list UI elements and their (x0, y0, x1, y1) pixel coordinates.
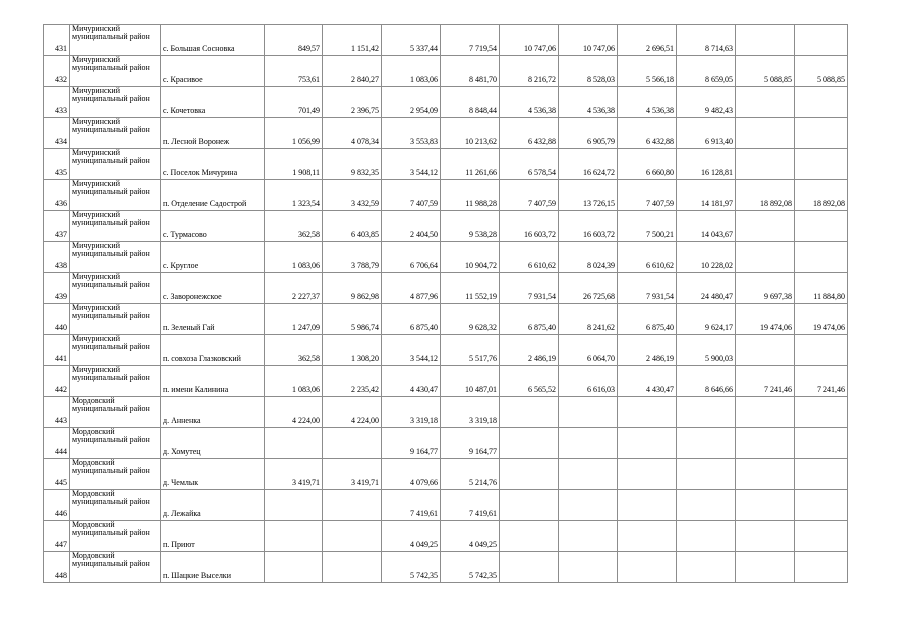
value-cell: 11 884,80 (795, 273, 848, 304)
table-row (44, 56, 848, 87)
value-cell (795, 335, 848, 366)
value-cell: 9 164,77 (441, 428, 500, 459)
value-cell: 4 224,00 (323, 397, 382, 428)
district-cell: Мордовский муниципальный район (70, 552, 161, 583)
settlement-cell: п. Лесной Воронеж (161, 118, 265, 149)
district-cell: Мичуринский муниципальный район (70, 366, 161, 397)
value-cell (795, 118, 848, 149)
value-cell (677, 459, 736, 490)
value-cell: 6 432,88 (500, 118, 559, 149)
value-cell: 1 056,99 (265, 118, 323, 149)
settlement-cell: с. Большая Сосновка (161, 25, 265, 56)
value-cell: 4 078,34 (323, 118, 382, 149)
row-number-cell: 447 (44, 521, 70, 552)
value-cell: 701,49 (265, 87, 323, 118)
settlement-cell: п. Зеленый Гай (161, 304, 265, 335)
value-cell: 16 128,81 (677, 149, 736, 180)
value-cell: 5 566,18 (618, 56, 677, 87)
value-cell (795, 149, 848, 180)
value-cell: 16 624,72 (559, 149, 618, 180)
table-row (44, 428, 848, 459)
value-cell (500, 552, 559, 583)
table-row (44, 118, 848, 149)
value-cell: 6 403,85 (323, 211, 382, 242)
value-cell (559, 397, 618, 428)
value-cell: 6 616,03 (559, 366, 618, 397)
value-cell: 2 235,42 (323, 366, 382, 397)
settlement-cell: д. Чемлык (161, 459, 265, 490)
value-cell: 7 419,61 (382, 490, 441, 521)
district-cell: Мичуринский муниципальный район (70, 211, 161, 242)
value-cell: 1 083,06 (265, 242, 323, 273)
district-cell: Мичуринский муниципальный район (70, 335, 161, 366)
value-cell: 7 241,46 (795, 366, 848, 397)
value-cell (677, 521, 736, 552)
value-cell: 2 227,37 (265, 273, 323, 304)
value-cell: 2 954,09 (382, 87, 441, 118)
value-cell: 10 747,06 (500, 25, 559, 56)
table-row (44, 304, 848, 335)
value-cell (736, 397, 795, 428)
value-cell (736, 211, 795, 242)
district-cell: Мичуринский муниципальный район (70, 87, 161, 118)
value-cell: 6 913,40 (677, 118, 736, 149)
table-row (44, 211, 848, 242)
value-cell: 4 536,38 (500, 87, 559, 118)
value-cell: 1 308,20 (323, 335, 382, 366)
value-cell: 2 404,50 (382, 211, 441, 242)
value-cell: 7 407,59 (618, 180, 677, 211)
table-row (44, 242, 848, 273)
settlement-cell: с. Поселок Мичурина (161, 149, 265, 180)
value-cell: 9 482,43 (677, 87, 736, 118)
value-cell: 6 875,40 (618, 304, 677, 335)
value-cell: 8 024,39 (559, 242, 618, 273)
value-cell (265, 552, 323, 583)
value-cell: 4 536,38 (618, 87, 677, 118)
value-cell (795, 490, 848, 521)
value-cell (677, 552, 736, 583)
value-cell (500, 459, 559, 490)
value-cell: 18 892,08 (736, 180, 795, 211)
value-cell (795, 459, 848, 490)
table-row (44, 521, 848, 552)
value-cell: 8 481,70 (441, 56, 500, 87)
value-cell: 2 486,19 (618, 335, 677, 366)
value-cell: 5 337,44 (382, 25, 441, 56)
value-cell (795, 242, 848, 273)
value-cell: 4 430,47 (382, 366, 441, 397)
value-cell: 18 892,08 (795, 180, 848, 211)
value-cell: 7 407,59 (500, 180, 559, 211)
district-cell: Мордовский муниципальный район (70, 428, 161, 459)
value-cell: 4 430,47 (618, 366, 677, 397)
settlement-cell: п. Приют (161, 521, 265, 552)
district-cell: Мичуринский муниципальный район (70, 242, 161, 273)
table-row (44, 25, 848, 56)
value-cell: 10 904,72 (441, 242, 500, 273)
value-cell (795, 397, 848, 428)
value-cell: 7 931,54 (618, 273, 677, 304)
row-number-cell: 438 (44, 242, 70, 273)
value-cell: 1 323,54 (265, 180, 323, 211)
value-cell: 3 788,79 (323, 242, 382, 273)
value-cell (736, 335, 795, 366)
district-cell: Мичуринский муниципальный район (70, 118, 161, 149)
row-number-cell: 435 (44, 149, 70, 180)
value-cell: 10 213,62 (441, 118, 500, 149)
district-cell: Мордовский муниципальный район (70, 490, 161, 521)
table-row (44, 490, 848, 521)
value-cell: 6 660,80 (618, 149, 677, 180)
row-number-cell: 448 (44, 552, 70, 583)
value-cell: 8 714,63 (677, 25, 736, 56)
value-cell (736, 242, 795, 273)
value-cell: 11 988,28 (441, 180, 500, 211)
settlement-cell: п. Шацкие Выселки (161, 552, 265, 583)
district-cell: Мичуринский муниципальный район (70, 180, 161, 211)
value-cell: 14 043,67 (677, 211, 736, 242)
value-cell: 3 432,59 (323, 180, 382, 211)
value-cell (736, 459, 795, 490)
value-cell: 9 624,17 (677, 304, 736, 335)
value-cell (618, 490, 677, 521)
value-cell: 3 544,12 (382, 149, 441, 180)
district-cell: Мичуринский муниципальный район (70, 273, 161, 304)
value-cell: 14 181,97 (677, 180, 736, 211)
settlement-cell: п. совхоза Глазковский (161, 335, 265, 366)
row-number-cell: 444 (44, 428, 70, 459)
value-cell: 5 517,76 (441, 335, 500, 366)
district-cell: Мордовский муниципальный район (70, 521, 161, 552)
value-cell: 11 261,66 (441, 149, 500, 180)
settlement-cell: д. Анненка (161, 397, 265, 428)
value-cell (323, 428, 382, 459)
row-number-cell: 446 (44, 490, 70, 521)
table-row (44, 273, 848, 304)
value-cell: 6 610,62 (500, 242, 559, 273)
value-cell: 10 228,02 (677, 242, 736, 273)
value-cell: 6 875,40 (500, 304, 559, 335)
value-cell: 6 610,62 (618, 242, 677, 273)
value-cell: 3 319,18 (441, 397, 500, 428)
value-cell: 9 862,98 (323, 273, 382, 304)
district-cell: Мордовский муниципальный район (70, 397, 161, 428)
value-cell: 8 659,05 (677, 56, 736, 87)
value-cell (736, 490, 795, 521)
district-cell: Мичуринский муниципальный район (70, 304, 161, 335)
value-cell (559, 459, 618, 490)
table-row (44, 459, 848, 490)
value-cell (795, 87, 848, 118)
value-cell (618, 428, 677, 459)
value-cell: 5 900,03 (677, 335, 736, 366)
value-cell: 5 088,85 (795, 56, 848, 87)
value-cell: 8 646,66 (677, 366, 736, 397)
row-number-cell: 445 (44, 459, 70, 490)
value-cell: 26 725,68 (559, 273, 618, 304)
value-cell (323, 490, 382, 521)
value-cell: 6 432,88 (618, 118, 677, 149)
value-cell: 362,58 (265, 211, 323, 242)
settlement-cell: д. Хомутец (161, 428, 265, 459)
value-cell (559, 521, 618, 552)
value-cell (677, 397, 736, 428)
district-cell: Мичуринский муниципальный район (70, 149, 161, 180)
value-cell: 4 049,25 (382, 521, 441, 552)
value-cell (736, 521, 795, 552)
value-cell: 4 877,96 (382, 273, 441, 304)
value-cell (795, 211, 848, 242)
value-cell: 9 628,32 (441, 304, 500, 335)
settlement-cell: с. Заворонежское (161, 273, 265, 304)
district-cell: Мордовский муниципальный район (70, 459, 161, 490)
table-row (44, 149, 848, 180)
value-cell (265, 490, 323, 521)
value-cell (500, 428, 559, 459)
value-cell (323, 521, 382, 552)
value-cell: 7 931,54 (500, 273, 559, 304)
value-cell: 2 696,51 (618, 25, 677, 56)
value-cell (795, 25, 848, 56)
value-cell: 7 407,59 (382, 180, 441, 211)
value-cell: 9 832,35 (323, 149, 382, 180)
value-cell (677, 428, 736, 459)
value-cell: 5 742,35 (441, 552, 500, 583)
value-cell (500, 397, 559, 428)
value-cell: 10 747,06 (559, 25, 618, 56)
value-cell: 6 578,54 (500, 149, 559, 180)
value-cell: 11 552,19 (441, 273, 500, 304)
value-cell (323, 552, 382, 583)
value-cell: 13 726,15 (559, 180, 618, 211)
value-cell: 4 224,00 (265, 397, 323, 428)
value-cell (559, 490, 618, 521)
value-cell: 5 088,85 (736, 56, 795, 87)
value-cell: 4 049,25 (441, 521, 500, 552)
value-cell: 8 216,72 (500, 56, 559, 87)
value-cell (559, 552, 618, 583)
table-row (44, 366, 848, 397)
value-cell: 1 247,09 (265, 304, 323, 335)
value-cell: 1 908,11 (265, 149, 323, 180)
row-number-cell: 441 (44, 335, 70, 366)
value-cell: 849,57 (265, 25, 323, 56)
value-cell (795, 428, 848, 459)
table-row (44, 552, 848, 583)
value-cell: 10 487,01 (441, 366, 500, 397)
value-cell: 7 500,21 (618, 211, 677, 242)
settlement-cell: с. Турмасово (161, 211, 265, 242)
settlement-cell: с. Красивое (161, 56, 265, 87)
value-cell: 19 474,06 (736, 304, 795, 335)
value-cell: 6 875,40 (382, 304, 441, 335)
value-cell: 2 840,27 (323, 56, 382, 87)
row-number-cell: 439 (44, 273, 70, 304)
value-cell (736, 552, 795, 583)
value-cell: 2 486,19 (500, 335, 559, 366)
district-cell: Мичуринский муниципальный район (70, 56, 161, 87)
value-cell (618, 521, 677, 552)
value-cell: 6 706,64 (382, 242, 441, 273)
value-cell (736, 25, 795, 56)
tariff-table (43, 24, 848, 583)
value-cell: 4 536,38 (559, 87, 618, 118)
value-cell (618, 552, 677, 583)
value-cell: 3 419,71 (323, 459, 382, 490)
value-cell (559, 428, 618, 459)
value-cell (500, 490, 559, 521)
value-cell: 1 151,42 (323, 25, 382, 56)
value-cell (500, 521, 559, 552)
value-cell: 3 544,12 (382, 335, 441, 366)
row-number-cell: 436 (44, 180, 70, 211)
value-cell: 5 742,35 (382, 552, 441, 583)
value-cell (736, 118, 795, 149)
row-number-cell: 437 (44, 211, 70, 242)
settlement-cell: с. Кочетовка (161, 87, 265, 118)
row-number-cell: 433 (44, 87, 70, 118)
value-cell: 2 396,75 (323, 87, 382, 118)
value-cell (618, 459, 677, 490)
row-number-cell: 432 (44, 56, 70, 87)
value-cell: 6 565,52 (500, 366, 559, 397)
value-cell: 9 164,77 (382, 428, 441, 459)
settlement-cell: п. имени Калинина (161, 366, 265, 397)
value-cell: 4 079,66 (382, 459, 441, 490)
value-cell: 16 603,72 (559, 211, 618, 242)
table-row (44, 397, 848, 428)
value-cell: 9 697,38 (736, 273, 795, 304)
value-cell (265, 428, 323, 459)
table-row (44, 335, 848, 366)
value-cell: 3 319,18 (382, 397, 441, 428)
value-cell: 24 480,47 (677, 273, 736, 304)
value-cell: 5 214,76 (441, 459, 500, 490)
table-row (44, 87, 848, 118)
settlement-cell: д. Лежайка (161, 490, 265, 521)
value-cell: 7 419,61 (441, 490, 500, 521)
value-cell: 7 241,46 (736, 366, 795, 397)
row-number-cell: 442 (44, 366, 70, 397)
value-cell: 1 083,06 (382, 56, 441, 87)
table-row (44, 180, 848, 211)
district-cell: Мичуринский муниципальный район (70, 25, 161, 56)
value-cell (736, 428, 795, 459)
value-cell: 6 064,70 (559, 335, 618, 366)
value-cell: 362,58 (265, 335, 323, 366)
value-cell: 3 553,83 (382, 118, 441, 149)
value-cell: 9 538,28 (441, 211, 500, 242)
value-cell: 8 528,03 (559, 56, 618, 87)
settlement-cell: п. Отделение Садострой (161, 180, 265, 211)
value-cell: 6 905,79 (559, 118, 618, 149)
value-cell (677, 490, 736, 521)
value-cell (736, 149, 795, 180)
value-cell: 7 719,54 (441, 25, 500, 56)
row-number-cell: 431 (44, 25, 70, 56)
value-cell: 19 474,06 (795, 304, 848, 335)
row-number-cell: 443 (44, 397, 70, 428)
value-cell: 8 848,44 (441, 87, 500, 118)
value-cell: 5 986,74 (323, 304, 382, 335)
value-cell (618, 397, 677, 428)
value-cell: 1 083,06 (265, 366, 323, 397)
value-cell: 16 603,72 (500, 211, 559, 242)
row-number-cell: 434 (44, 118, 70, 149)
value-cell (265, 521, 323, 552)
value-cell (795, 521, 848, 552)
value-cell (795, 552, 848, 583)
value-cell: 753,61 (265, 56, 323, 87)
row-number-cell: 440 (44, 304, 70, 335)
value-cell: 8 241,62 (559, 304, 618, 335)
value-cell (736, 87, 795, 118)
value-cell: 3 419,71 (265, 459, 323, 490)
settlement-cell: с. Круглое (161, 242, 265, 273)
table-body (44, 25, 848, 583)
